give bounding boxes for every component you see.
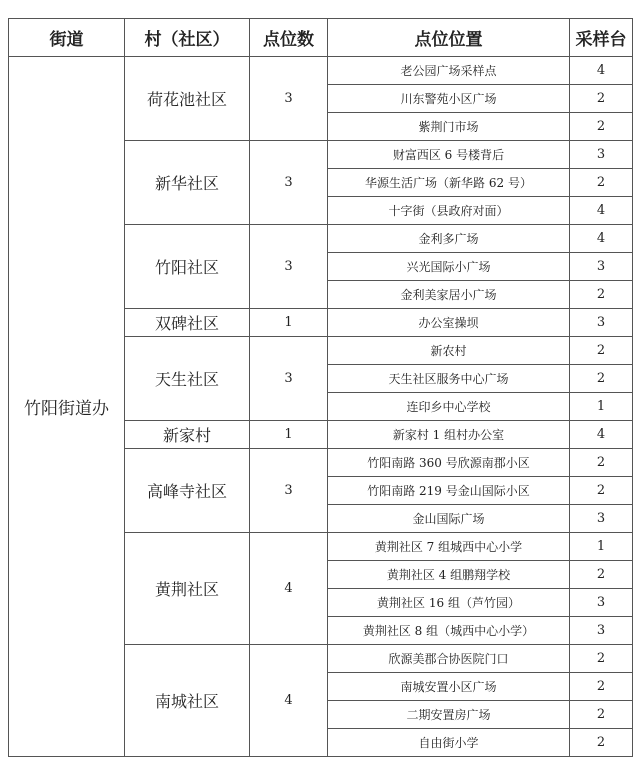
location-cell: 办公室操坝 (328, 309, 570, 337)
location-cell: 竹阳南路 219 号金山国际小区 (328, 477, 570, 505)
samplers-cell: 4 (570, 197, 633, 225)
samplers-cell: 2 (570, 337, 633, 365)
header-samplers: 采样台 (570, 19, 633, 57)
sampling-points-table (8, 18, 633, 757)
community-cell: 竹阳社区 (125, 225, 250, 309)
location-cell: 欣源美郡合协医院门口 (328, 645, 570, 673)
samplers-cell: 2 (570, 561, 633, 589)
point-count-cell: 1 (250, 309, 328, 337)
location-cell: 黄荆社区 16 组（芦竹园） (328, 589, 570, 617)
samplers-cell: 3 (570, 141, 633, 169)
location-cell: 川东警苑小区广场 (328, 85, 570, 113)
location-cell: 十字街（县政府对面） (328, 197, 570, 225)
point-count-cell: 3 (250, 57, 328, 141)
samplers-cell: 2 (570, 673, 633, 701)
location-cell: 金利多广场 (328, 225, 570, 253)
header-row (9, 19, 633, 57)
samplers-cell: 3 (570, 309, 633, 337)
point-count-cell: 3 (250, 225, 328, 309)
point-count-cell: 3 (250, 141, 328, 225)
street-cell: 竹阳街道办 (9, 57, 125, 757)
point-count-cell: 1 (250, 421, 328, 449)
community-cell: 新家村 (125, 421, 250, 449)
samplers-cell: 2 (570, 701, 633, 729)
samplers-cell: 1 (570, 533, 633, 561)
location-cell: 黄荆社区 7 组城西中心小学 (328, 533, 570, 561)
location-cell: 连印乡中心学校 (328, 393, 570, 421)
location-cell: 黄荆社区 8 组（城西中心小学） (328, 617, 570, 645)
location-cell: 南城安置小区广场 (328, 673, 570, 701)
location-cell: 兴光国际小广场 (328, 253, 570, 281)
point-count-cell: 3 (250, 337, 328, 421)
samplers-cell: 3 (570, 253, 633, 281)
community-cell: 荷花池社区 (125, 57, 250, 141)
location-cell: 华源生活广场（新华路 62 号） (328, 169, 570, 197)
samplers-cell: 2 (570, 449, 633, 477)
samplers-cell: 3 (570, 617, 633, 645)
location-cell: 金利美家居小广场 (328, 281, 570, 309)
point-count-cell: 4 (250, 533, 328, 645)
location-cell: 自由街小学 (328, 729, 570, 757)
location-cell: 紫荆门市场 (328, 113, 570, 141)
community-cell: 双碑社区 (125, 309, 250, 337)
header-location: 点位位置 (328, 19, 570, 57)
samplers-cell: 2 (570, 113, 633, 141)
table-body (9, 57, 633, 757)
location-cell: 二期安置房广场 (328, 701, 570, 729)
samplers-cell: 2 (570, 477, 633, 505)
samplers-cell: 1 (570, 393, 633, 421)
samplers-cell: 2 (570, 645, 633, 673)
location-cell: 新农村 (328, 337, 570, 365)
samplers-cell: 2 (570, 85, 633, 113)
samplers-cell: 3 (570, 505, 633, 533)
community-cell: 天生社区 (125, 337, 250, 421)
samplers-cell: 2 (570, 169, 633, 197)
point-count-cell: 3 (250, 449, 328, 533)
community-cell: 南城社区 (125, 645, 250, 757)
samplers-cell: 4 (570, 421, 633, 449)
location-cell: 黄荆社区 4 组鹏翔学校 (328, 561, 570, 589)
samplers-cell: 2 (570, 365, 633, 393)
table-row (9, 57, 633, 85)
community-cell: 黄荆社区 (125, 533, 250, 645)
header-point-count: 点位数 (250, 19, 328, 57)
header-street: 街道 (9, 19, 125, 57)
community-cell: 高峰寺社区 (125, 449, 250, 533)
point-count-cell: 4 (250, 645, 328, 757)
location-cell: 新家村 1 组村办公室 (328, 421, 570, 449)
location-cell: 金山国际广场 (328, 505, 570, 533)
samplers-cell: 3 (570, 589, 633, 617)
samplers-cell: 4 (570, 57, 633, 85)
samplers-cell: 2 (570, 729, 633, 757)
samplers-cell: 4 (570, 225, 633, 253)
location-cell: 天生社区服务中心广场 (328, 365, 570, 393)
location-cell: 财富西区 6 号楼背后 (328, 141, 570, 169)
samplers-cell: 2 (570, 281, 633, 309)
location-cell: 老公园广场采样点 (328, 57, 570, 85)
header-community: 村（社区） (125, 19, 250, 57)
community-cell: 新华社区 (125, 141, 250, 225)
location-cell: 竹阳南路 360 号欣源南郡小区 (328, 449, 570, 477)
